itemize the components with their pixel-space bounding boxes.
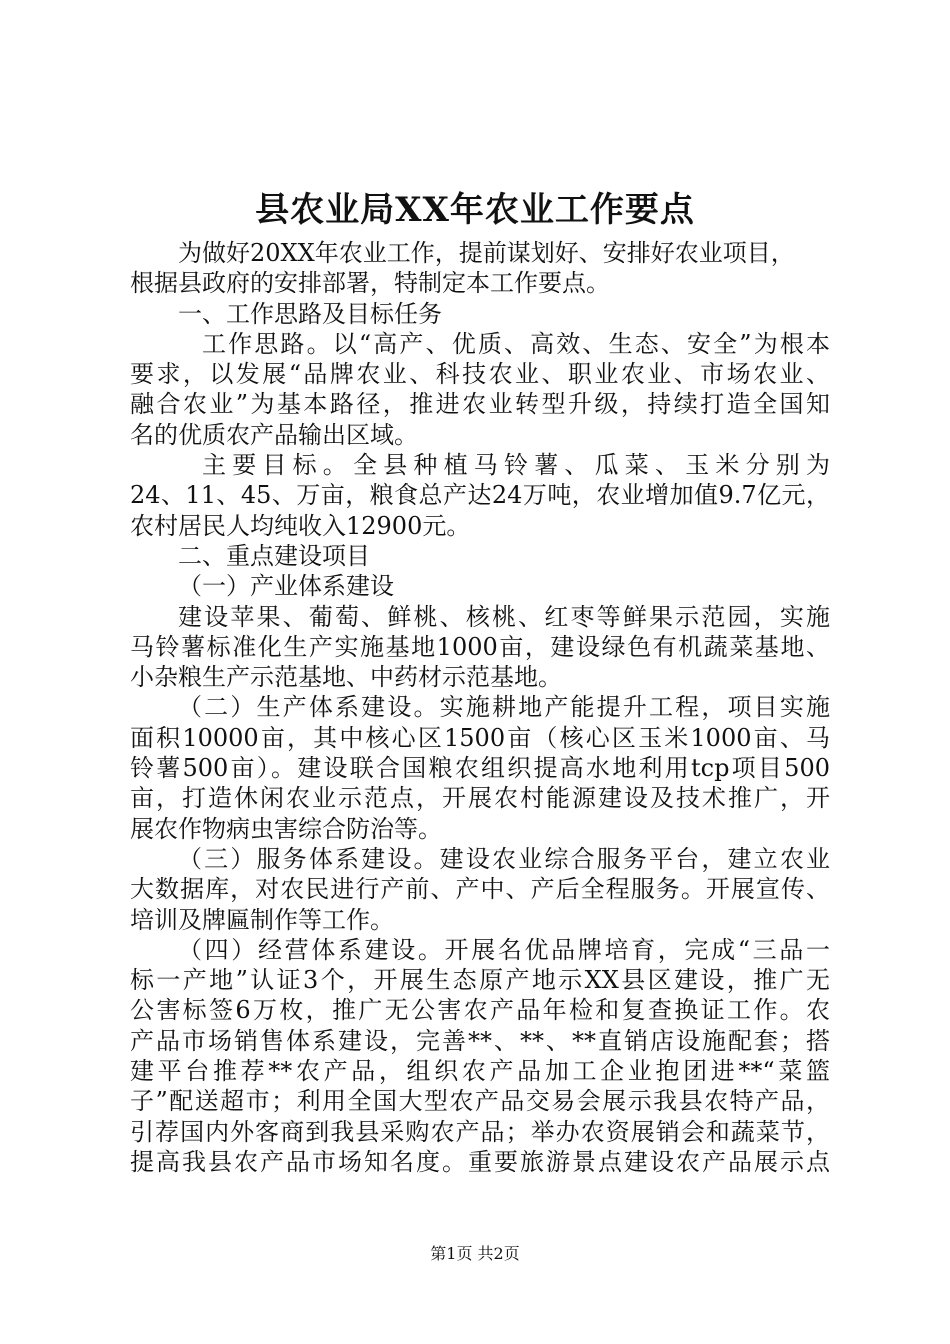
text-line: 展农作物病虫害综合防治等。: [130, 814, 442, 843]
text-line: 子”配送超市；利用全国大型农产品交易会展示我县农特产品，: [130, 1087, 830, 1116]
text-line: 农村居民人均纯收入12900元。: [130, 511, 471, 540]
text-line: 建平台推荐**农产品，组织农产品加工企业抱团进**“菜篮: [130, 1057, 830, 1086]
text-line: 建设苹果、葡萄、鲜桃、核桃、红枣等鲜果示范园，实施: [178, 602, 830, 631]
text-line: 提高我县农产品市场知名度。重要旅游景点建设农产品展示点: [130, 1147, 830, 1176]
text-line: 铃薯500亩）。建设联合国粮农组织提高水地利用tcp项目500: [130, 754, 830, 783]
text-line: 要求，以发展“品牌农业、科技农业、职业农业、市场农业、: [130, 360, 830, 389]
text-line: 一、工作思路及目标任务: [178, 299, 442, 328]
text-line: 为做好20XX年农业工作，提前谋划好、安排好农业项目，: [178, 239, 795, 267]
text-line: 名的优质农产品输出区域。: [130, 420, 418, 449]
text-line: 根据县政府的安排部署，特制定本工作要点。: [130, 269, 610, 298]
text-line: 面积10000亩，其中核心区1500亩（核心区玉米1000亩、马: [130, 723, 830, 752]
text-line: （二）生产体系建设。实施耕地产能提升工程，项目实施: [178, 693, 830, 722]
text-line: （三）服务体系建设。建设农业综合服务平台，建立农业: [178, 844, 830, 873]
text-line: （四）经营体系建设。开展名优品牌培育，完成“三品一: [178, 935, 830, 964]
text-line: 融合农业”为基本路径，推进农业转型升级，持续打造全国知: [130, 390, 830, 419]
text-line: 主要目标。全县种植马铃薯、瓜菜、玉米分别为: [202, 451, 830, 480]
text-line: 马铃薯标准化生产实施基地1000亩，建设绿色有机蔬菜基地、: [130, 632, 830, 661]
text-line: 小杂粮生产示范基地、中药材示范基地。: [130, 663, 562, 692]
text-line: 24、11、45、万亩，粮食总产达24万吨，农业增加值9.7亿元，: [130, 481, 830, 510]
text-line: 产品市场销售体系建设，完善**、**、**直销店设施配套；搭: [130, 1026, 830, 1055]
text-line: 二、重点建设项目: [178, 541, 370, 570]
document-body: [130, 238, 830, 1177]
text-line: 大数据库，对农民进行产前、产中、产后全程服务。开展宣传、: [130, 875, 830, 904]
text-line: 引荐国内外客商到我县采购农产品；举办农资展销会和蔬菜节，: [130, 1117, 830, 1146]
text-line: 亩，打造休闲农业示范点，开展农村能源建设及技术推广，开: [130, 784, 830, 813]
page-footer: 第1页 共2页: [430, 1244, 520, 1263]
text-line: 标一产地”认证3个，开展生态原产地示XX县区建设，推广无: [130, 966, 830, 995]
text-line: 培训及牌匾制作等工作。: [130, 905, 394, 934]
text-line: （一）产业体系建设: [178, 572, 394, 601]
text-line: 公害标签6万枚，推广无公害农产品年检和复查换证工作。农: [130, 996, 830, 1025]
document-title: 县农业局XX年农业工作要点: [255, 190, 695, 230]
text-line: 工作思路。以“高产、优质、高效、生态、安全”为根本: [202, 329, 830, 358]
